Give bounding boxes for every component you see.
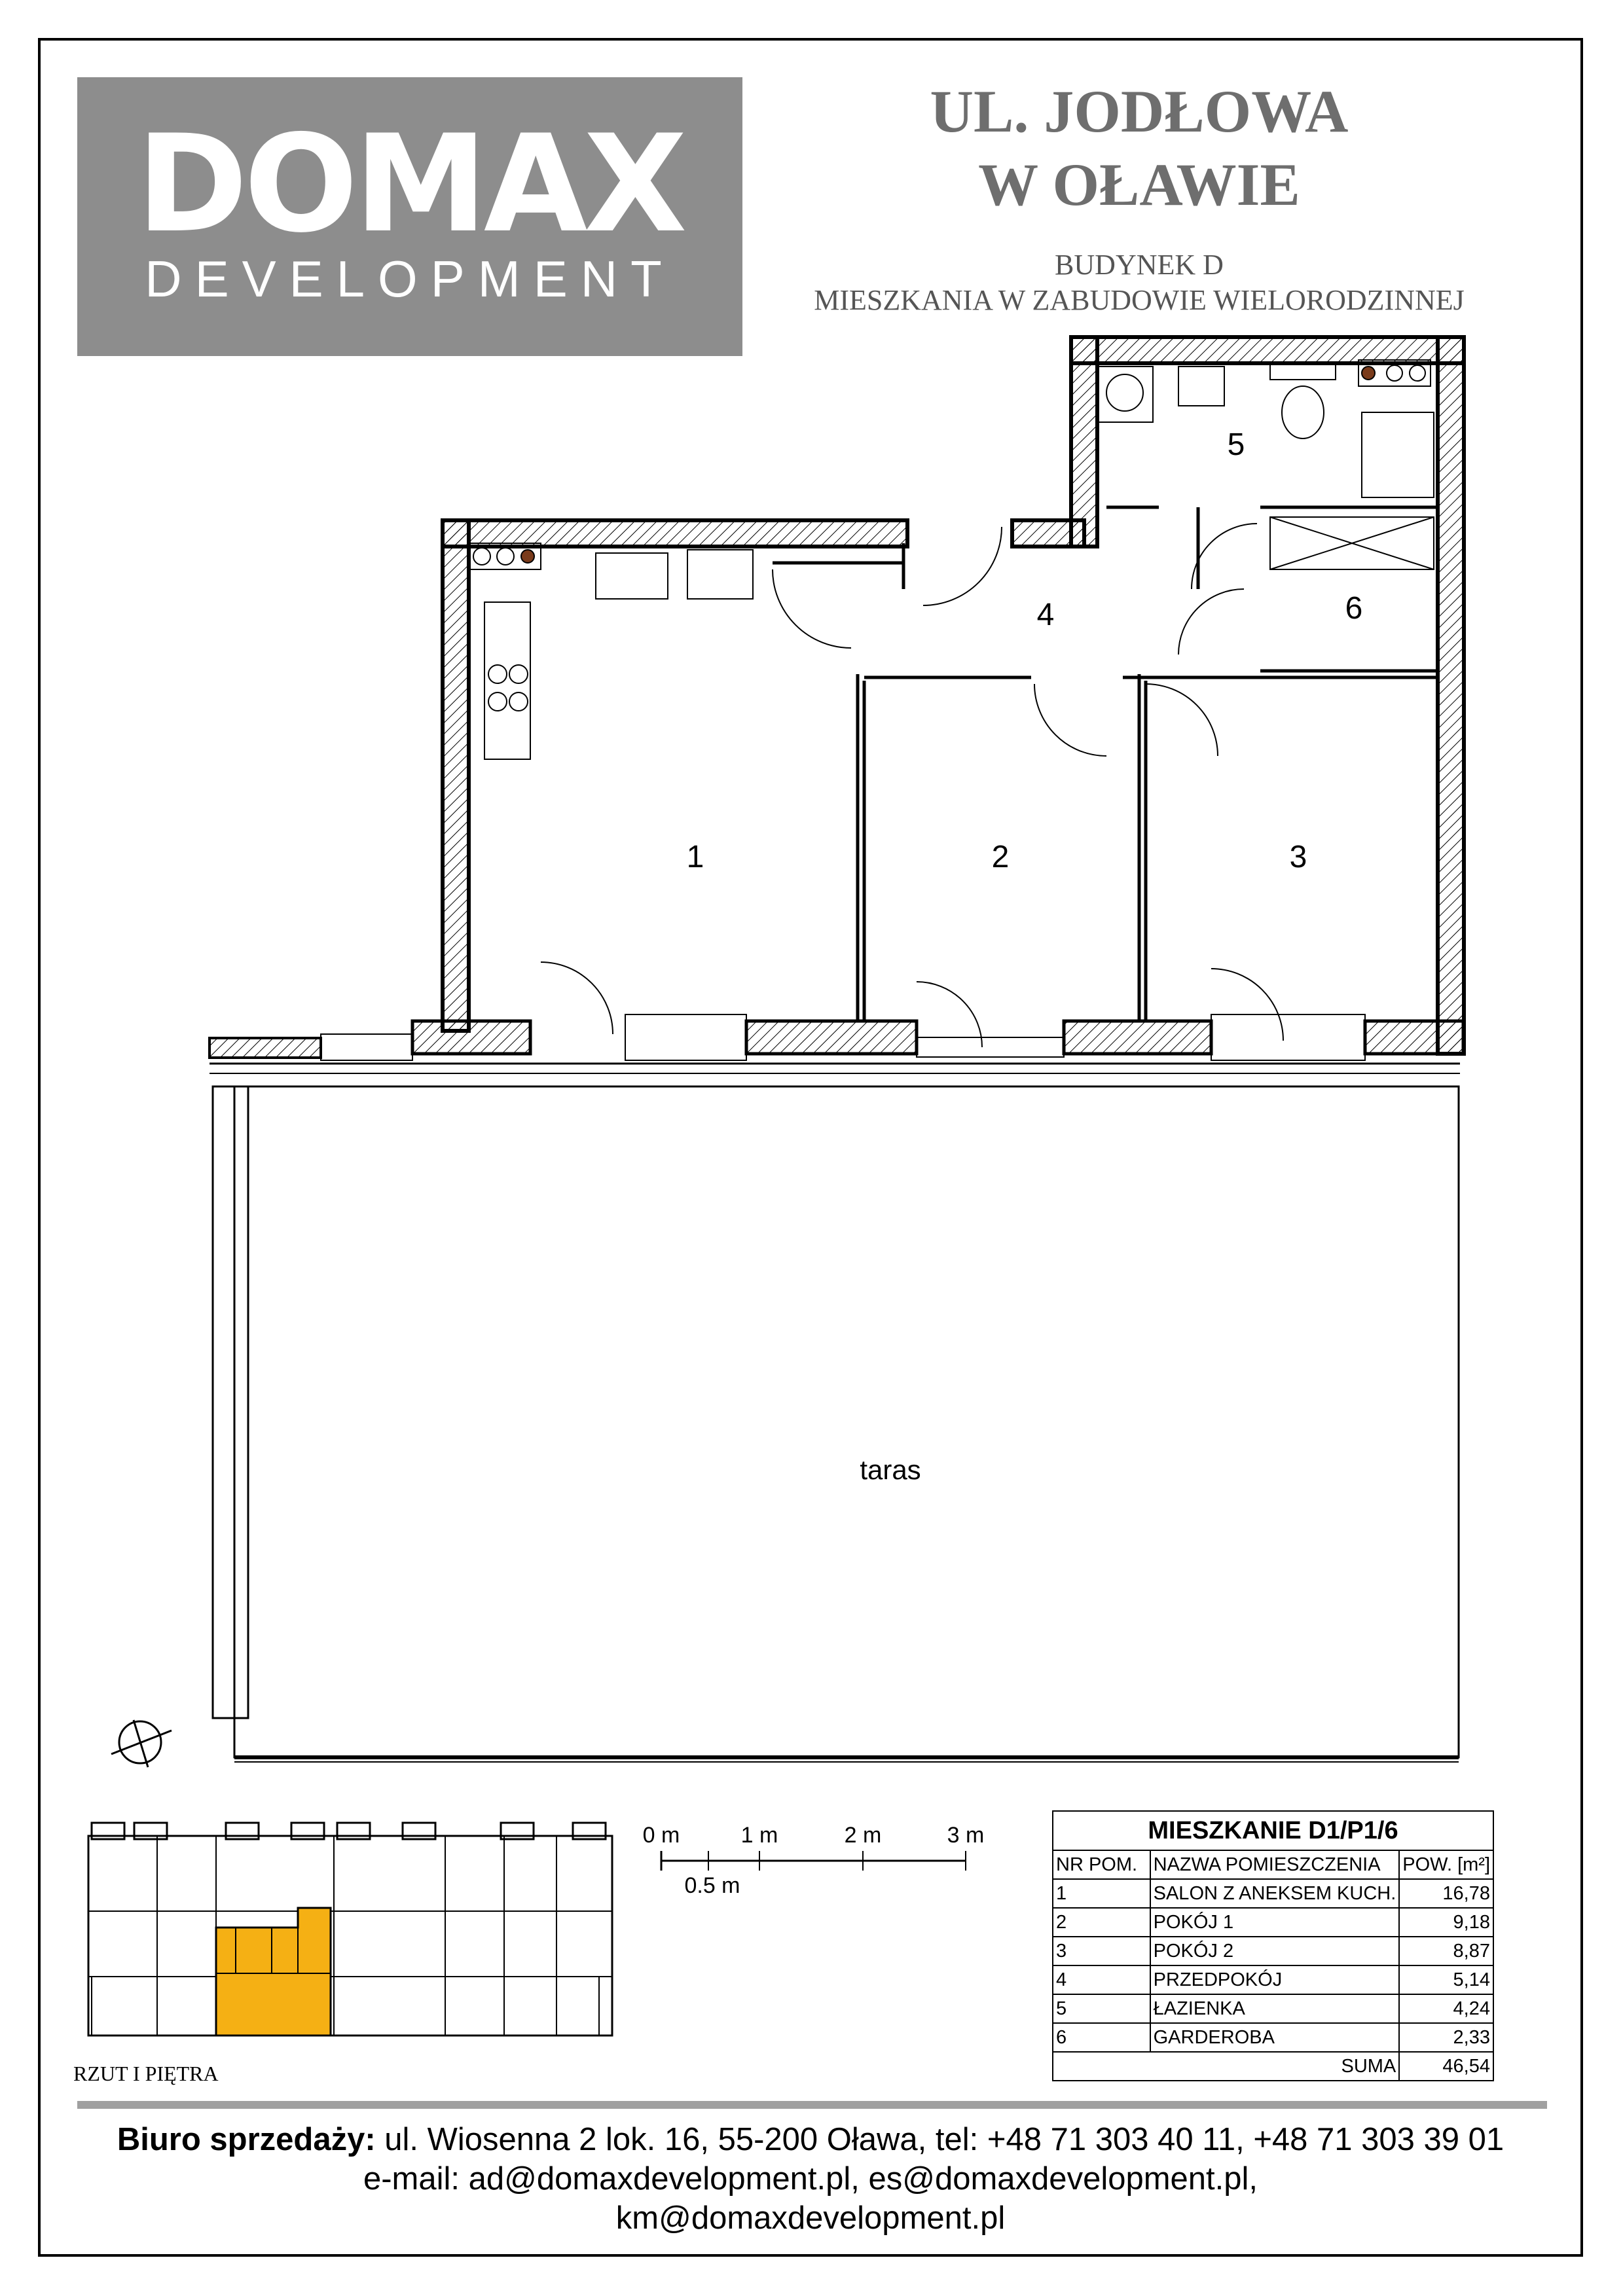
- room-label-4: 4: [1036, 598, 1055, 632]
- footer-email-line: e-mail: ad@domaxdevelopment.pl, es@domaxdevelopment.pl,: [363, 2161, 1258, 2197]
- sum-label: SUMA: [1053, 2052, 1399, 2081]
- fixtures: [469, 360, 1434, 759]
- table-title: MIESZKANIE D1/P1/6: [1053, 1811, 1493, 1850]
- room-label-6: 6: [1345, 591, 1363, 626]
- office-address: ul. Wiosenna 2 lok. 16, 55-200 Oława, tel: +48 71 303 40 11, +48 71 303 39 01: [375, 2122, 1504, 2157]
- row-name: GARDEROBA: [1150, 2023, 1400, 2052]
- room-label-1: 1: [686, 840, 704, 874]
- row-nr: 6: [1053, 2023, 1150, 2052]
- sum-value: 46,54: [1399, 2052, 1493, 2081]
- row-name: PRZEDPOKÓJ: [1150, 1965, 1400, 1994]
- logo-main-text: DOMAX: [136, 107, 684, 262]
- row-area: 2,33: [1399, 2023, 1493, 2052]
- building-subtitle: BUDYNEK D: [1055, 249, 1224, 281]
- compass-icon: [111, 1720, 172, 1767]
- scale-label-2: 2 m: [844, 1823, 882, 1848]
- row-name: POKÓJ 2: [1150, 1937, 1400, 1965]
- table-row: [1053, 2023, 1493, 2052]
- room-label-5: 5: [1227, 427, 1245, 462]
- row-nr: 1: [1053, 1879, 1150, 1908]
- row-name: SALON Z ANEKSEM KUCH.: [1150, 1879, 1400, 1908]
- row-area: 9,18: [1399, 1908, 1493, 1937]
- table-row: [1053, 1965, 1493, 1994]
- row-area: 5,14: [1399, 1965, 1493, 1994]
- row-name: POKÓJ 1: [1150, 1908, 1400, 1937]
- table-row: [1053, 1994, 1493, 2023]
- table-row: [1053, 1879, 1493, 1908]
- office-label: Biuro sprzedaży:: [117, 2122, 376, 2157]
- scale-bar: [643, 1823, 985, 1898]
- key-plan: [88, 1823, 612, 2036]
- table-header-nr: NR POM.: [1053, 1850, 1150, 1879]
- scale-label-0: 0 m: [642, 1823, 680, 1848]
- doors: [541, 524, 1283, 1047]
- city-title: W OŁAWIE: [978, 151, 1300, 218]
- street-title: UL. JODŁOWA: [930, 78, 1349, 145]
- scale-label-3: 3 m: [947, 1823, 985, 1848]
- exterior-walls: [210, 337, 1464, 1762]
- row-nr: 4: [1053, 1965, 1150, 1994]
- rooms-table: [1052, 1810, 1494, 2081]
- scale-label-half: 0.5 m: [684, 1873, 740, 1898]
- row-nr: 5: [1053, 1994, 1150, 2023]
- scale-label-1: 1 m: [740, 1823, 778, 1848]
- row-name: ŁAZIENKA: [1150, 1994, 1400, 2023]
- description-subtitle: MIESZKANIA W ZABUDOWIE WIELORODZINNEJ: [814, 284, 1465, 316]
- logo-sub-text: DEVELOPMENT: [145, 250, 675, 308]
- table-header-area: POW. [m²]: [1399, 1850, 1493, 1879]
- table-header-name: NAZWA POMIESZCZENIA: [1150, 1850, 1400, 1879]
- row-nr: 2: [1053, 1908, 1150, 1937]
- row-nr: 3: [1053, 1937, 1150, 1965]
- footer-office-line: [38, 2121, 1583, 2159]
- table-sum-row: [1053, 2052, 1493, 2081]
- footer-email-line-2: km@domaxdevelopment.pl: [615, 2200, 1006, 2236]
- table-row: [1053, 1937, 1493, 1965]
- terrace-label: taras: [860, 1454, 921, 1485]
- row-area: 4,24: [1399, 1994, 1493, 2023]
- table-row: [1053, 1908, 1493, 1937]
- key-plan-caption: RZUT I PIĘTRA: [73, 2062, 219, 2085]
- interior-walls: [773, 507, 1438, 1021]
- room-label-2: 2: [991, 840, 1010, 874]
- row-area: 8,87: [1399, 1937, 1493, 1965]
- room-label-3: 3: [1289, 840, 1307, 874]
- room-labels: [687, 427, 1363, 1485]
- footer-divider: [77, 2101, 1547, 2109]
- row-area: 16,78: [1399, 1879, 1493, 1908]
